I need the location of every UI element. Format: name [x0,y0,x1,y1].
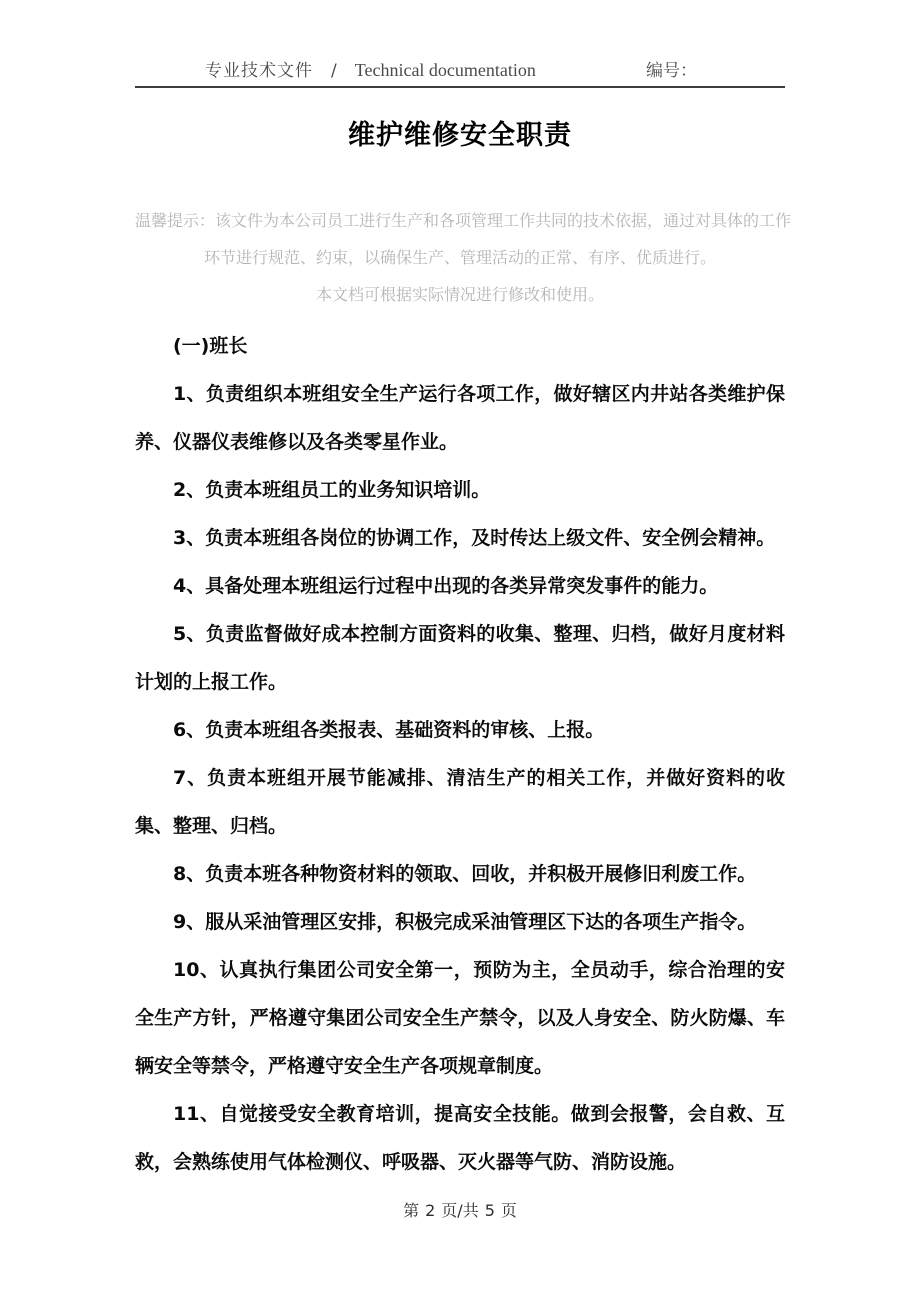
footer-prefix: 第 [403,1201,420,1220]
header-category-cn: 专业技术文件 [205,61,313,81]
paragraph-item-10: 10、认真执行集团公司安全第一，预防为主，全员动手，综合治理的安全生产方针，严格遵守集团公司安全生产禁令，以及人身安全、防火防爆、车辆安全等禁令，严格遵守安全生产各项规章制度。 [135,959,785,1077]
total-page-count: 5 [484,1201,495,1220]
notice-line: 环节进行规范、约束，以确保生产、管理活动的正常、有序、优质进行。 [203,248,716,267]
paragraph-item-11: 11、自觉接受安全教育培训，提高安全技能。做到会报警，会自救、互救，会熟练使用气体检测仪、呼吸器、灭火器等气防、消防设施。 [135,1103,785,1173]
paragraph-item-2: 2、负责本班组员工的业务知识培训。 [173,479,491,501]
paragraph-item-7: 7、负责本班组开展节能减排、清洁生产的相关工作，并做好资料的收集、整理、归档。 [135,767,785,837]
document-body [135,322,785,1186]
footer-suffix: 页 [500,1201,517,1220]
header-category-en: Technical documentation [354,60,536,80]
header-rule [135,86,785,88]
notice-line: 温馨提示：该文件为本公司员工进行生产和各项管理工作共同的技术依据，通过对具体的工作 [135,211,792,230]
paragraph-item-6: 6、负责本班组各类报表、基础资料的审核、上报。 [173,719,605,741]
notice-line: 本文档可根据实际情况进行修改和使用。 [315,285,604,304]
section-heading: (一)班长 [173,335,248,357]
header-category [205,56,536,81]
paragraph-item-9: 9、服从采油管理区安排，积极完成采油管理区下达的各项生产指令。 [173,911,757,933]
doc-number-label: 编号： [646,61,697,81]
paragraph-item-4: 4、具备处理本班组运行过程中出现的各类异常突发事件的能力。 [173,575,719,597]
page-footer [135,1198,785,1221]
notice-block [135,202,792,313]
current-page-number: 2 [425,1201,436,1220]
footer-middle: 页/共 [441,1201,479,1220]
page-header [135,0,785,88]
paragraph-item-1: 1、负责组织本班组安全生产运行各项工作，做好辖区内井站各类维护保养、仪器仪表维修以及各类零星作业。 [135,383,785,453]
paragraph-item-3: 3、负责本班组各岗位的协调工作，及时传达上级文件、安全例会精神。 [173,527,776,549]
paragraph-item-5: 5、负责监督做好成本控制方面资料的收集、整理、归档，做好月度材料计划的上报工作。 [135,623,785,693]
header-separator: / [331,61,337,81]
paragraph-item-8: 8、负责本班各种物资材料的领取、回收，并积极开展修旧利废工作。 [173,863,757,885]
document-title: 维护维修安全职责 [348,120,572,151]
